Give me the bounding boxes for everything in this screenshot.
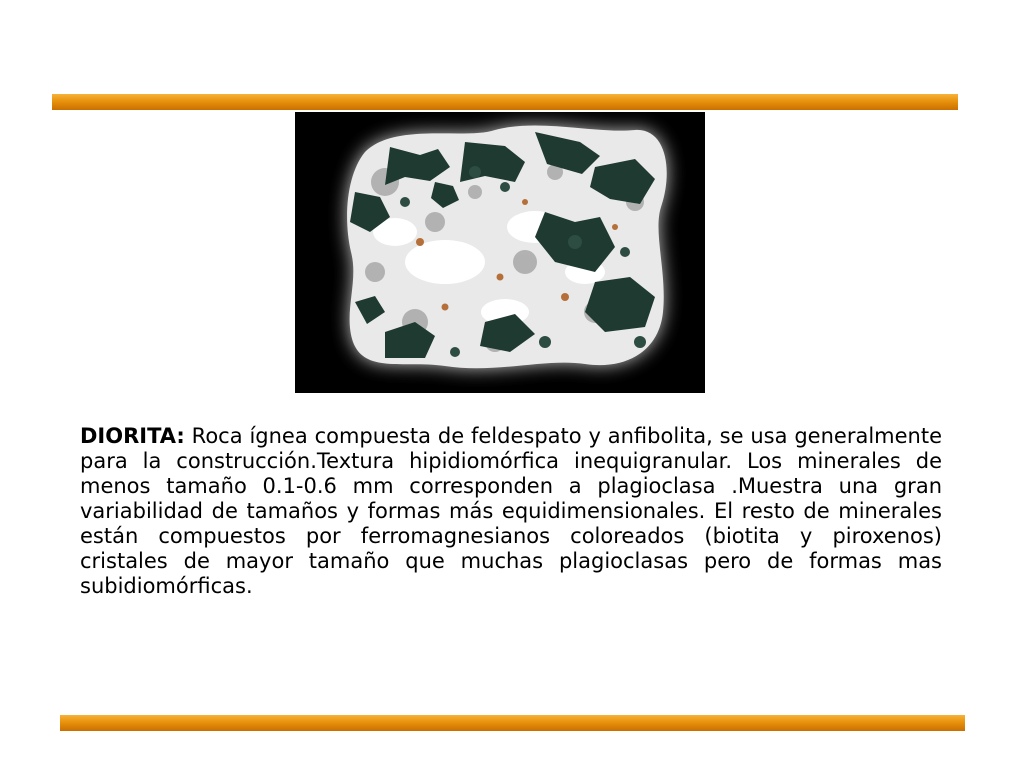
rock-description-text: Roca ígnea compuesta de feldespato y anfibolita, se usa generalmente para la construcción.Textura hipidiomórfica inequigranular. Los minerales de menos tamaño 0.1-0.6 mm corresponden a plagioclasa .Muestra una gran variabilidad de tamaños y formas más equidimensionales. El resto de minerales están compuestos por ferromagnesianos coloreados (biotita y piroxenos) cristales de mayor tamaño que muchas plagioclasas pero de formas mas subidiomórficas. [80, 424, 942, 598]
rock-illustration [295, 112, 705, 393]
top-accent-bar [52, 94, 958, 110]
rock-name: DIORITA: [80, 424, 185, 448]
rock-description [80, 424, 942, 599]
bottom-accent-bar [60, 715, 965, 731]
diorite-rock-photo [295, 112, 705, 393]
